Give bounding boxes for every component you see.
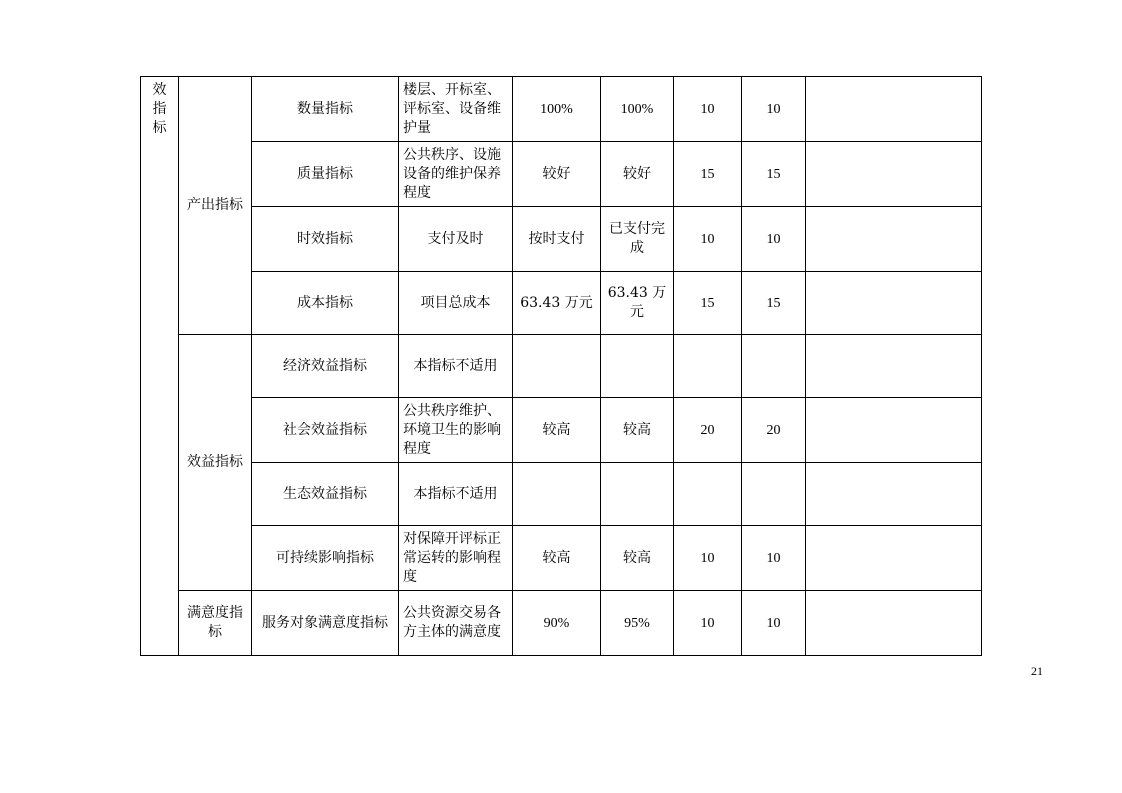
weight-cell: 20: [674, 398, 742, 463]
actual-cell: 较高: [601, 526, 674, 591]
performance-indicator-table: [140, 76, 982, 656]
table-row: [141, 142, 982, 207]
content-cell: 项目总成本: [399, 272, 513, 335]
level1-char: 指: [152, 101, 167, 117]
actual-cell: 已支付完成: [601, 207, 674, 272]
note-cell: [806, 272, 982, 335]
actual-cell: 较高: [601, 398, 674, 463]
content-cell: 楼层、开标室、评标室、设备维护量: [399, 77, 513, 142]
score-cell: 10: [742, 77, 806, 142]
target-cell: 63.43 万元: [513, 272, 601, 335]
note-cell: [806, 207, 982, 272]
level1-char: 效: [152, 82, 167, 98]
table-row: [141, 77, 982, 142]
content-cell: 本指标不适用: [399, 463, 513, 526]
score-cell: 10: [742, 207, 806, 272]
group-label-benefit: 效益指标: [179, 335, 252, 591]
note-cell: [806, 77, 982, 142]
content-cell: 本指标不适用: [399, 335, 513, 398]
indicator-cell: 质量指标: [252, 142, 399, 207]
weight-cell: 15: [674, 272, 742, 335]
table-row: [141, 335, 982, 398]
actual-cell: 95%: [601, 591, 674, 656]
table-row: [141, 591, 982, 656]
actual-cell: [601, 463, 674, 526]
table-row: [141, 398, 982, 463]
table-row: [141, 207, 982, 272]
content-cell: 支付及时: [399, 207, 513, 272]
weight-cell: [674, 335, 742, 398]
weight-cell: 10: [674, 77, 742, 142]
content-cell: 对保障开评标正常运转的影响程度: [399, 526, 513, 591]
indicator-cell: 社会效益指标: [252, 398, 399, 463]
level1-indicator-cell: [141, 77, 179, 656]
table-row: [141, 463, 982, 526]
score-cell: [742, 463, 806, 526]
group-label-output: 产出指标: [179, 77, 252, 335]
score-cell: 10: [742, 591, 806, 656]
score-cell: 15: [742, 142, 806, 207]
target-cell: 按时支付: [513, 207, 601, 272]
weight-cell: [674, 463, 742, 526]
actual-cell: 63.43 万元: [601, 272, 674, 335]
weight-cell: 15: [674, 142, 742, 207]
page-number: 21: [1031, 664, 1043, 678]
weight-cell: 10: [674, 526, 742, 591]
indicator-cell: 经济效益指标: [252, 335, 399, 398]
score-cell: [742, 335, 806, 398]
actual-cell: 100%: [601, 77, 674, 142]
indicator-cell: 数量指标: [252, 77, 399, 142]
indicator-cell: 生态效益指标: [252, 463, 399, 526]
note-cell: [806, 142, 982, 207]
indicator-cell: 可持续影响指标: [252, 526, 399, 591]
note-cell: [806, 591, 982, 656]
target-cell: 较好: [513, 142, 601, 207]
level1-char: 标: [152, 120, 167, 136]
target-cell: 90%: [513, 591, 601, 656]
note-cell: [806, 398, 982, 463]
actual-cell: 较好: [601, 142, 674, 207]
target-cell: 较高: [513, 526, 601, 591]
actual-cell: [601, 335, 674, 398]
indicator-cell: 服务对象满意度指标: [252, 591, 399, 656]
content-cell: 公共秩序维护、环境卫生的影响程度: [399, 398, 513, 463]
target-cell: [513, 463, 601, 526]
indicator-cell: 成本指标: [252, 272, 399, 335]
target-cell: 100%: [513, 77, 601, 142]
content-cell: 公共资源交易各方主体的满意度: [399, 591, 513, 656]
note-cell: [806, 463, 982, 526]
table-row: [141, 272, 982, 335]
group-label-satisfaction: 满意度指标: [179, 591, 252, 656]
table-row: [141, 526, 982, 591]
indicator-cell: 时效指标: [252, 207, 399, 272]
score-cell: 15: [742, 272, 806, 335]
note-cell: [806, 526, 982, 591]
content-cell: 公共秩序、设施设备的维护保养程度: [399, 142, 513, 207]
weight-cell: 10: [674, 591, 742, 656]
weight-cell: 10: [674, 207, 742, 272]
score-cell: 10: [742, 526, 806, 591]
score-cell: 20: [742, 398, 806, 463]
target-cell: 较高: [513, 398, 601, 463]
target-cell: [513, 335, 601, 398]
note-cell: [806, 335, 982, 398]
